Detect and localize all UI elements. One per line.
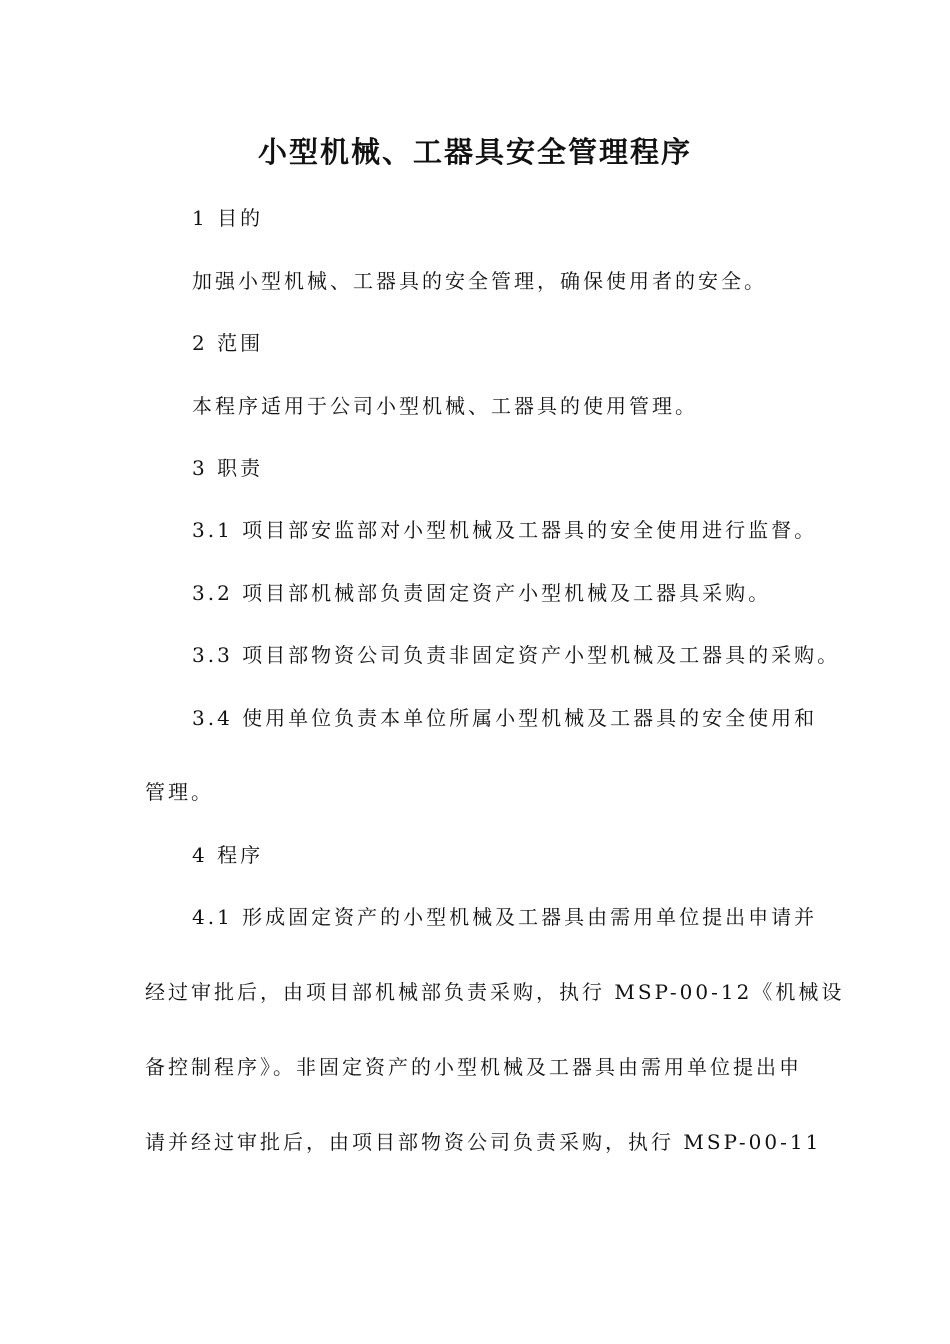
paragraph-procedure-4-1-cont-1: 经过审批后，由项目部机械部负责采购，执行 MSP-00-12《机械设	[145, 980, 845, 1004]
paragraph-duty-3-4: 3.4 使用单位负责本单位所属小型机械及工器具的安全使用和	[192, 706, 818, 730]
paragraph-scope: 本程序适用于公司小型机械、工器具的使用管理。	[192, 394, 698, 418]
paragraph-duty-3-4-cont: 管理。	[145, 780, 214, 804]
paragraph-duty-3-1: 3.1 项目部安监部对小型机械及工器具的安全使用进行监督。	[192, 518, 818, 542]
paragraph-procedure-4-1: 4.1 形成固定资产的小型机械及工器具由需用单位提出申请并	[192, 905, 818, 929]
paragraph-purpose: 加强小型机械、工器具的安全管理，确保使用者的安全。	[192, 269, 767, 293]
section-heading-purpose: 1 目的	[192, 206, 264, 230]
paragraph-procedure-4-1-cont-3: 请并经过审批后，由项目部物资公司负责采购，执行 MSP-00-11	[145, 1130, 822, 1154]
section-heading-scope: 2 范围	[192, 331, 264, 355]
section-heading-duties: 3 职责	[192, 456, 264, 480]
paragraph-duty-3-2: 3.2 项目部机械部负责固定资产小型机械及工器具采购。	[192, 581, 772, 605]
document-title: 小型机械、工器具安全管理程序	[257, 135, 692, 169]
paragraph-duty-3-3: 3.3 项目部物资公司负责非固定资产小型机械及工器具的采购。	[192, 643, 841, 667]
section-heading-procedure: 4 程序	[192, 843, 264, 867]
paragraph-procedure-4-1-cont-2: 备控制程序》。非固定资产的小型机械及工器具由需用单位提出申	[145, 1055, 802, 1079]
